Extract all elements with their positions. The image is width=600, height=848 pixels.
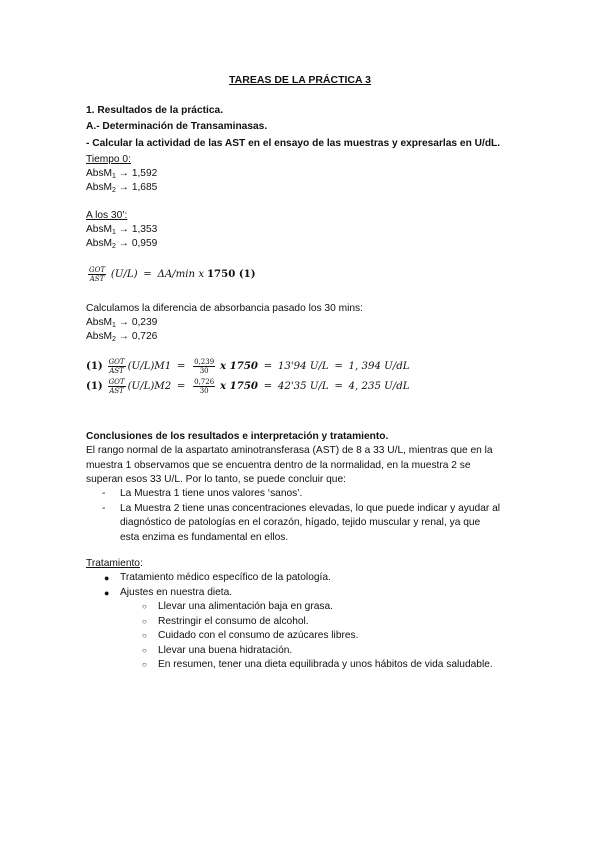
tiempo30-abs1: AbsM$_1$ → 1,353 [86,224,158,236]
difference-intro: Calculamos la diferencia de absorbancia pasado los 30 mins: [86,303,363,314]
difference-abs1: AbsM$_1$ → 0,239 [86,317,158,329]
tiempo0-label: Tiempo 0: [86,154,131,165]
tiempo0-abs2: AbsM$_2$ → 1,685 [86,182,158,194]
calculation-sample-2: (1) $\frac{\text{GOT}}{\text{AST}}$ (U/L)M2 = $\frac{0,726}{30}$ x 1750 = 42'35 U/L = 4, 235 U/dL [86,377,410,395]
treatment-heading: Tratamiento: [86,558,143,569]
task-statement: - Calcular la actividad de las AST en el ensayo de las muestras y expresarlas en U/dL. [86,138,501,149]
formula-definition: $\frac{\text{GOT}}{\text{AST}}$ (U/L) = ΔA/min x 1750 (1) [89,265,256,283]
tiempo30-label: A los 30’: [86,210,128,221]
tiempo0-abs1: AbsM$_1$ → 1,592 [86,168,158,180]
conclusions-paragraph-line-3: superan esos 33 U/L. Por lo tanto, se puede concluir que: [86,474,346,485]
difference-abs2: AbsM$_2$ → 0,726 [86,331,158,343]
conclusions-paragraph-line-2: muestra 1 observamos que se encuentra dentro de la normalidad, en la muestra 2 se [86,459,471,471]
subsection-heading: A.- Determinación de Transaminasas. [86,121,268,132]
conclusions-heading: Conclusiones de los resultados e interpretación y tratamiento. [86,431,389,442]
tiempo30-abs2: AbsM$_2$ → 0,959 [86,238,158,250]
conclusions-paragraph-line-1: El rango normal de la aspartato aminotransferasa (AST) de 8 a 33 U/L, mientras que en la [86,445,493,456]
calculation-sample-1: (1) $\frac{\text{GOT}}{\text{AST}}$ (U/L)M1 = $\frac{0,239}{30}$ x 1750 = 13'94 U/L = 1, 394 U/dL [86,357,410,375]
section-heading: 1. Resultados de la práctica. [86,105,224,116]
formula-fraction: $\frac{\text{GOT}}{\text{AST}}$ [89,265,105,283]
document-title: TAREAS DE LA PRÁCTICA 3 [229,74,371,86]
